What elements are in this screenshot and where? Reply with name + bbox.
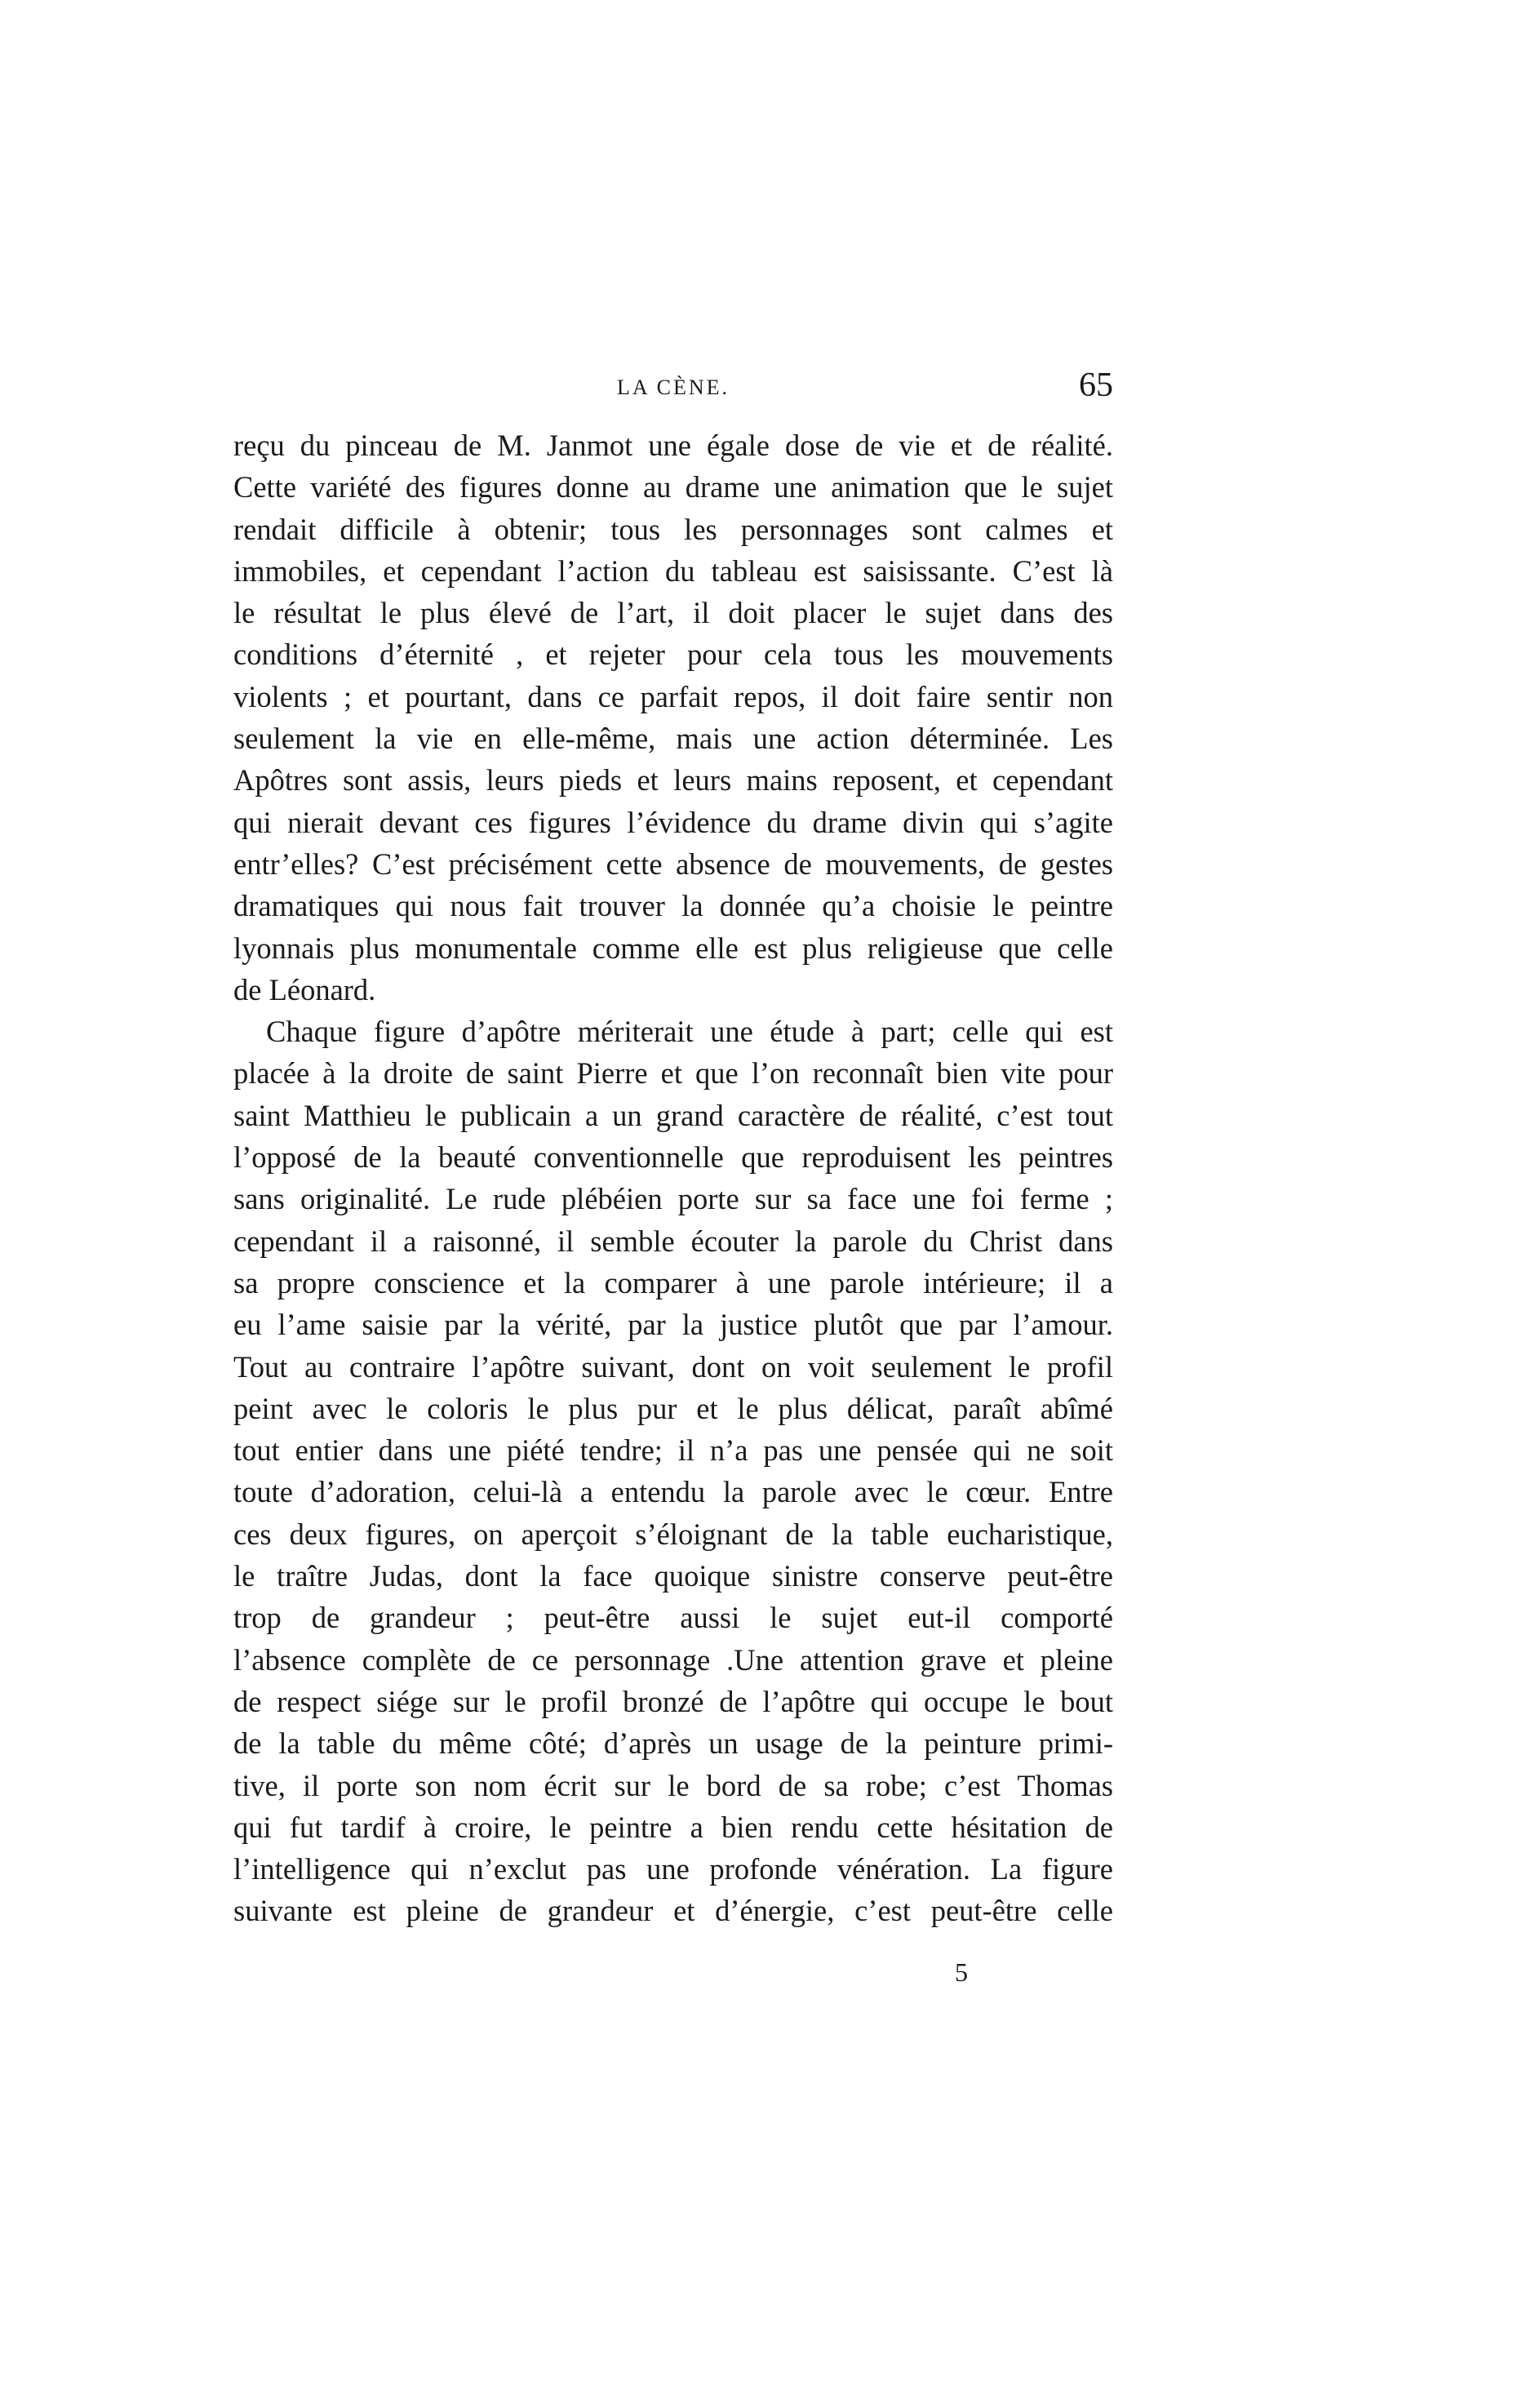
- text-line: qui nierait devant ces figures l’évidence du drame divin qui s’agite: [233, 805, 1113, 839]
- running-title: LA CÈNE.: [616, 375, 730, 399]
- text-line: placée à la droite de saint Pierre et que l’on reconnaît bien vite pour: [233, 1056, 1113, 1091]
- text-line: de Léonard.: [233, 972, 376, 1006]
- text-line: de respect siége sur le profil bronzé de l’apôtre qui occupe le bout: [233, 1684, 1113, 1718]
- text-line: le traître Judas, dont la face quoique sinistre conserve peut-être: [233, 1559, 1113, 1593]
- running-head: [233, 366, 1113, 415]
- text-line: Cette variété des figures donne au drame une animation que le sujet: [233, 470, 1113, 504]
- text-line: eu l’ame saisie par la vérité, par la justice plutôt que par l’amour.: [233, 1308, 1113, 1342]
- text-line: Chaque figure d’apôtre mériterait une étude à part; celle qui est: [266, 1015, 1113, 1049]
- text-line: l’absence complète de ce personnage .Une attention grave et pleine: [233, 1642, 1113, 1677]
- text-line: Apôtres sont assis, leurs pieds et leurs mains reposent, et cependant: [233, 763, 1113, 797]
- text-line: Tout au contraire l’apôtre suivant, dont on voit seulement le profil: [233, 1349, 1113, 1384]
- text-line: violents ; et pourtant, dans ce parfait repos, il doit faire sentir non: [233, 679, 1113, 713]
- body-text: [233, 424, 1113, 1932]
- text-line: immobiles, et cependant l’action du tableau est saisissante. C’est là: [233, 553, 1113, 588]
- text-line: qui fut tardif à croire, le peintre a bien rendu cette hésitation de: [233, 1810, 1113, 1844]
- signature-mark: 5: [955, 1957, 968, 1987]
- text-line: seulement la vie en elle-même, mais une action déterminée. Les: [233, 722, 1113, 756]
- text-line: dramatiques qui nous fait trouver la donnée qu’a choisie le peintre: [233, 889, 1113, 923]
- text-line: lyonnais plus monumentale comme elle est plus religieuse que celle: [233, 931, 1113, 965]
- text-line: saint Matthieu le publicain a un grand caractère de réalité, c’est tout: [233, 1098, 1113, 1132]
- page-number: 65: [1079, 367, 1113, 404]
- text-line: le résultat le plus élevé de l’art, il doit placer le sujet dans des: [233, 596, 1113, 630]
- text-line: rendait difficile à obtenir; tous les personnages sont calmes et: [233, 512, 1113, 546]
- text-line: trop de grandeur ; peut-être aussi le sujet eut-il comporté: [233, 1601, 1113, 1635]
- text-line: l’intelligence qui n’exclut pas une profonde vénération. La figure: [233, 1852, 1113, 1886]
- text-line: ces deux figures, on aperçoit s’éloignant de la table eucharistique,: [233, 1517, 1113, 1551]
- text-line: de la table du même côté; d’après un usage de la peinture primi-: [233, 1726, 1113, 1761]
- text-line: toute d’adoration, celui-là a entendu la parole avec le cœur. Entre: [233, 1475, 1113, 1509]
- paragraph-2: [233, 1011, 1113, 1932]
- text-line: cependant il a raisonné, il semble écouter la parole du Christ dans: [233, 1224, 1113, 1258]
- text-line: reçu du pinceau de M. Janmot une égale dose de vie et de réalité.: [233, 429, 1113, 462]
- text-line: l’opposé de la beauté conventionnelle que reproduisent les peintres: [233, 1140, 1113, 1175]
- text-line: tout entier dans une piété tendre; il n’a pas une pensée qui ne soit: [233, 1433, 1113, 1468]
- text-line: tive, il porte son nom écrit sur le bord de sa robe; c’est Thomas: [233, 1768, 1113, 1802]
- text-line: entr’elles? C’est précisément cette absence de mouvements, de gestes: [233, 846, 1113, 881]
- text-line: sa propre conscience et la comparer à une parole intérieure; il a: [233, 1265, 1113, 1300]
- text-line: conditions d’éternité , et rejeter pour cela tous les mouvements: [233, 638, 1113, 672]
- paragraph-1: [233, 424, 1113, 1011]
- text-line: peint avec le coloris le plus pur et le plus délicat, paraît abîmé: [233, 1391, 1113, 1425]
- text-line: suivante est pleine de grandeur et d’énergie, c’est peut-être celle: [233, 1894, 1113, 1928]
- text-line: sans originalité. Le rude plébéien porte sur sa face une foi ferme ;: [233, 1182, 1113, 1216]
